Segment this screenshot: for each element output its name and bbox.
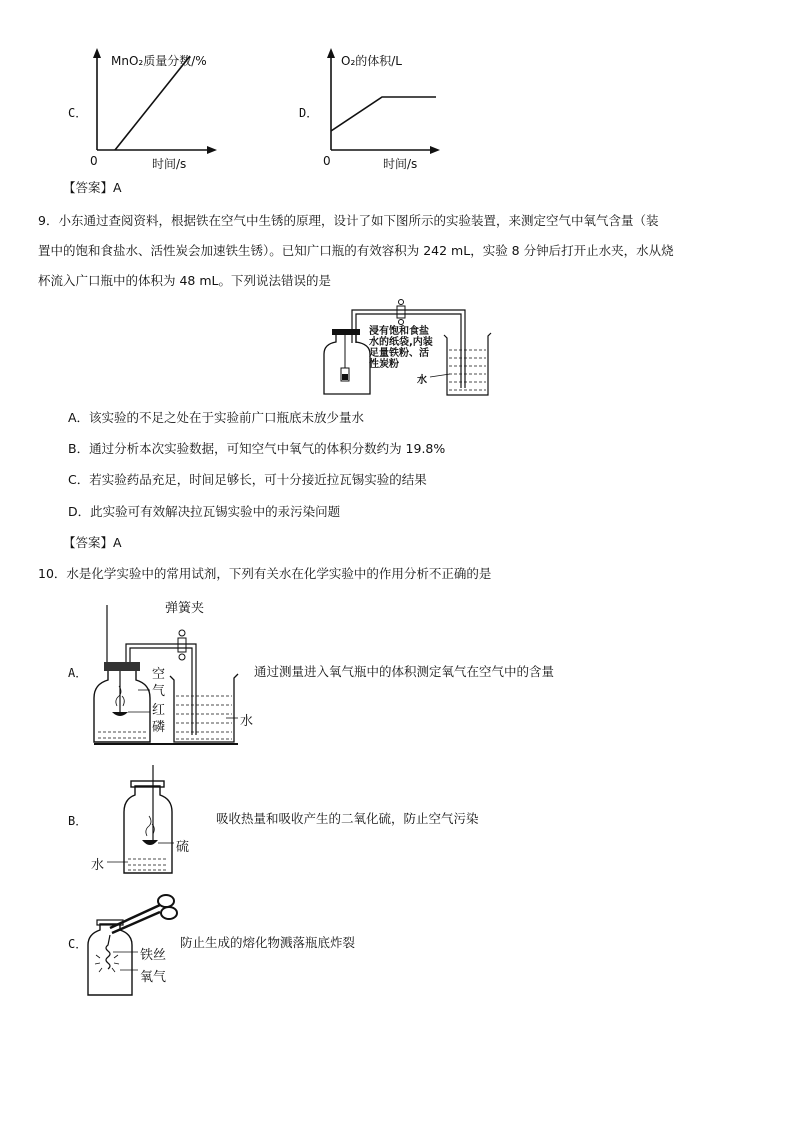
q10-a-clamp-label: 弹簧夹 (165, 601, 205, 616)
graph-d-ylabel: O₂的体积/L (341, 54, 402, 68)
q9-figure-label-line: 足量铁粉、活 (369, 348, 429, 359)
q10-a-water-label: 水 (240, 714, 254, 729)
q10-b-option: B． (68, 814, 88, 828)
q10-b-text: 吸收热量和吸收产生的二氧化硫，防止空气污染 (216, 811, 479, 826)
q9-line3: 杯流入广口瓶中的体积为 48 mL。下列说法错误的是 (38, 273, 331, 288)
q10-b-water-label: 水 (91, 858, 105, 873)
q10-a-option: A． (68, 666, 88, 680)
q9-line1: 9．小东通过查阅资料，根据铁在空气中生锈的原理，设计了如下图所示的实验装置，来测定空气中氧气含量（装 (38, 213, 659, 228)
graph-d-origin: 0 (323, 154, 331, 168)
q9-figure-label-line: 浸有饱和食盐 (369, 326, 429, 337)
q10-a-air-char: 气 (152, 684, 166, 699)
graph-c-option: C． (68, 106, 88, 120)
q10-a-phosphorus-char: 磷 (152, 720, 166, 735)
answer-8: 【答案】A (63, 180, 122, 195)
q10-a-phosphorus-char: 红 (152, 703, 166, 718)
q10-a-text: 通过测量进入氧气瓶中的体积测定氧气在空气中的含量 (254, 664, 555, 679)
q10-c-bottle (88, 924, 132, 995)
graph-c-ylabel: MnO₂质量分数/% (111, 54, 207, 68)
graph-d-xlabel: 时间/s (383, 157, 418, 171)
q10-c-text: 防止生成的熔化物溅落瓶底炸裂 (180, 935, 356, 950)
q9-option-a: A．该实验的不足之处在于实验前广口瓶底未放少量水 (68, 410, 365, 425)
answer-9: 【答案】A (63, 535, 122, 550)
q10-c-wire (106, 935, 110, 969)
graph-c-xlabel: 时间/s (152, 157, 187, 171)
q10-a-air-char: 空 (152, 667, 166, 682)
graph-d-option: D． (299, 106, 319, 120)
graph-c-origin: 0 (90, 154, 98, 168)
q9-line2: 置中的饱和食盐水、活性炭会加速铁生锈）。已知广口瓶的有效容积为 242 mL，实验 8 分钟后打开止水夹，水从烧 (38, 243, 674, 258)
q10-c-option: C． (68, 937, 88, 951)
q9-figure-label-line: 性炭粉 (369, 359, 399, 370)
q9-option-d: D．此实验可有效解决拉瓦锡实验中的汞污染问题 (68, 504, 341, 519)
q10-c-oxygen-label: 氧气 (140, 970, 167, 985)
q9-figure-label-line: 水的纸袋,内装 (369, 337, 433, 348)
q9-option-b: B．通过分析本次实验数据，可知空气中氧气的体积分数约为 19.8% (68, 441, 446, 456)
q10-stem: 10．水是化学实验中的常用试剂，下列有关水在化学实验中的作用分析不正确的是 (38, 566, 492, 581)
q9-figure-water: 水 (417, 375, 427, 386)
q10-c-wire-label: 铁丝 (140, 948, 167, 963)
q10-b-sulfur-label: 硫 (176, 840, 190, 855)
q9-option-c: C．若实验药品充足，时间足够长，可十分接近拉瓦锡实验的结果 (68, 472, 427, 487)
